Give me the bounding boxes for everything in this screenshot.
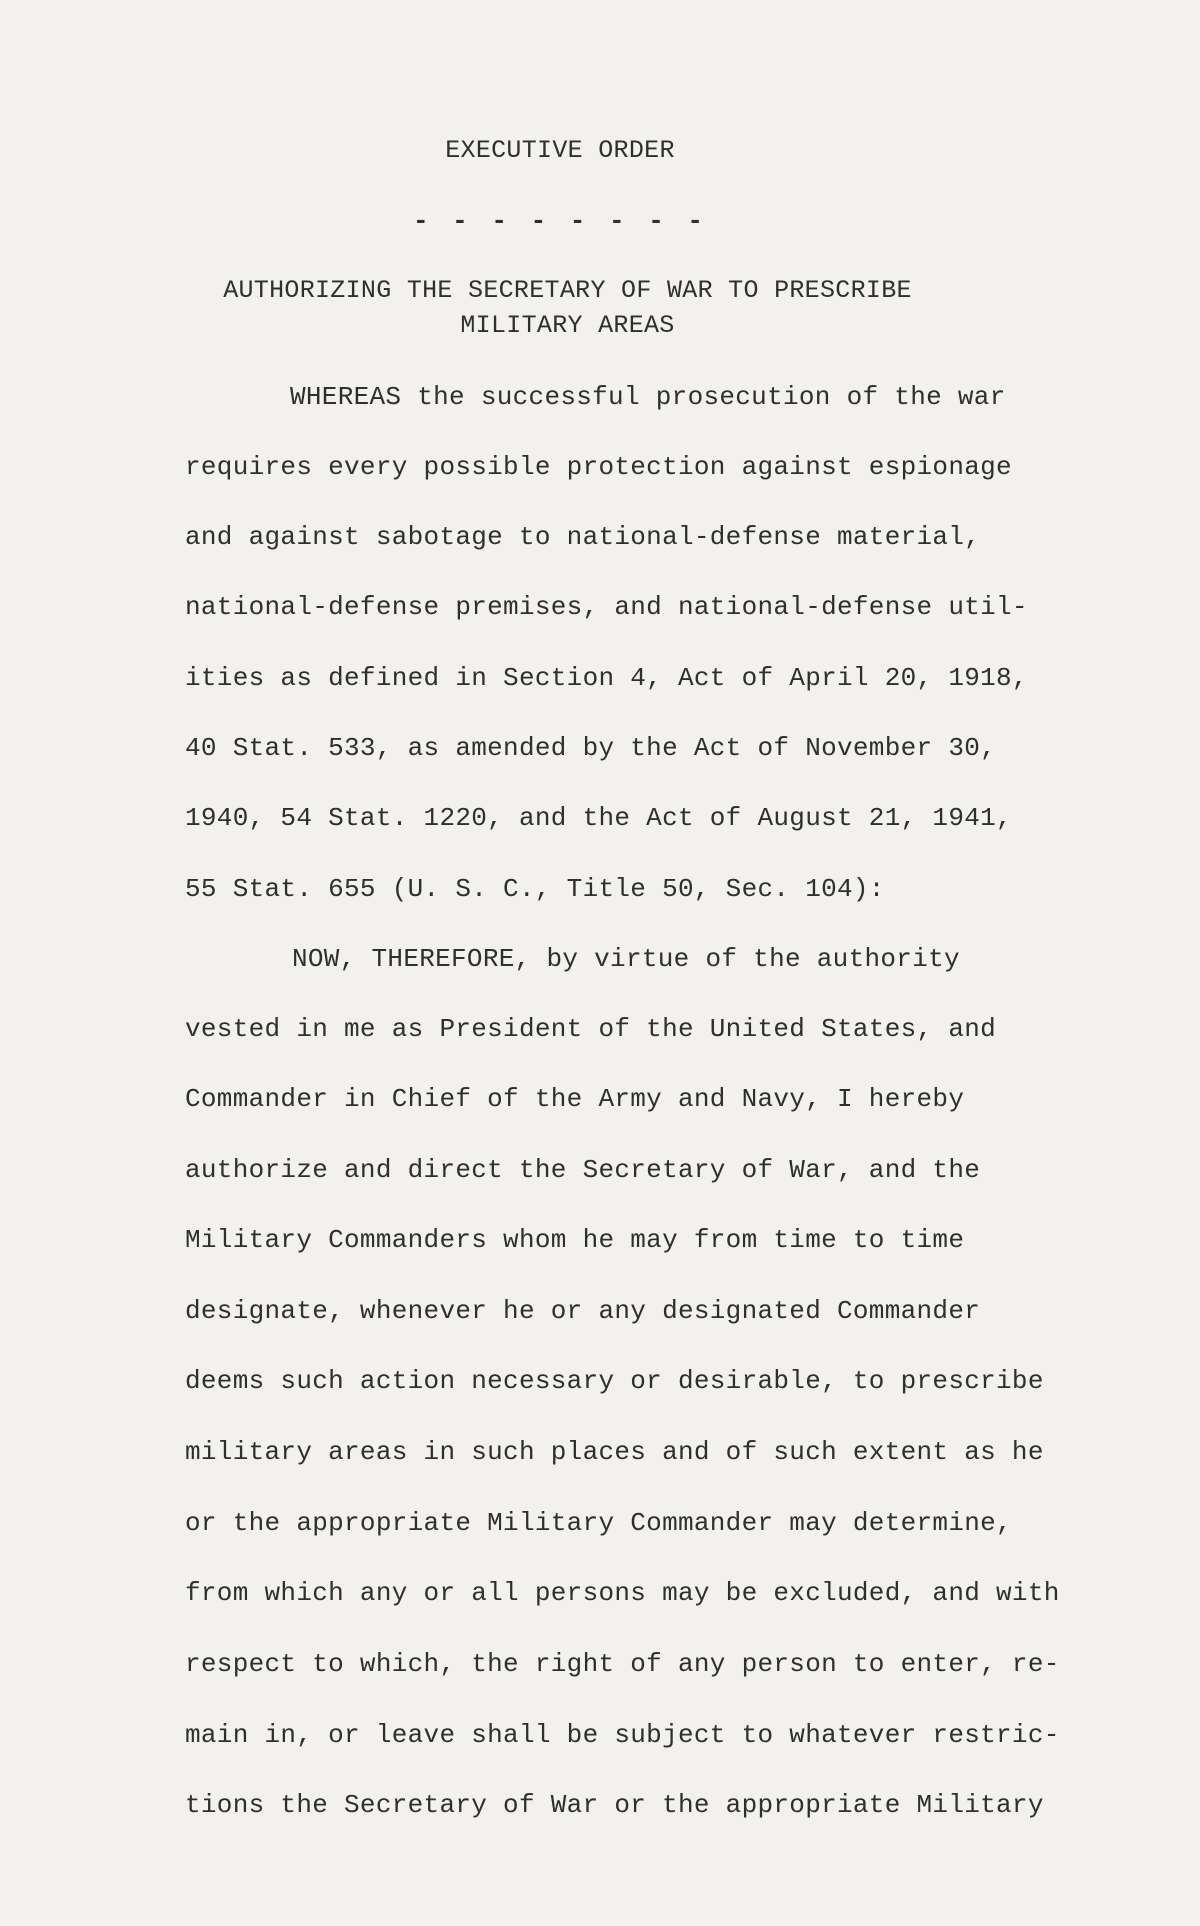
body-line: 55 Stat. 655 (U. S. C., Title 50, Sec. 104): bbox=[185, 874, 885, 904]
body-line: vested in me as President of the United States, and bbox=[185, 1014, 997, 1044]
body-line: WHEREAS the successful prosecution of the war bbox=[290, 382, 1006, 412]
body-line: main in, or leave shall be subject to whatever restric- bbox=[185, 1720, 1060, 1750]
title-separator: - - - - - - - - bbox=[412, 206, 708, 236]
body-line: Military Commanders whom he may from time to time bbox=[185, 1225, 965, 1255]
subtitle-line: AUTHORIZING THE SECRETARY OF WAR TO PRESCRIBE bbox=[223, 276, 912, 305]
body-line: and against sabotage to national-defense material, bbox=[185, 522, 981, 552]
body-line: ities as defined in Section 4, Act of April 20, 1918, bbox=[185, 663, 1028, 693]
body-line: designate, whenever he or any designated Commander bbox=[185, 1296, 981, 1326]
body-line: or the appropriate Military Commander may determine, bbox=[185, 1508, 1012, 1538]
body-line: deems such action necessary or desirable, to prescribe bbox=[185, 1366, 1044, 1396]
body-line: tions the Secretary of War or the appropriate Military bbox=[185, 1790, 1044, 1820]
body-line: respect to which, the right of any person to enter, re- bbox=[185, 1649, 1060, 1679]
body-line: NOW, THEREFORE, by virtue of the authority bbox=[292, 944, 960, 974]
body-line: authorize and direct the Secretary of War, and the bbox=[185, 1155, 981, 1185]
body-line: 40 Stat. 533, as amended by the Act of November 30, bbox=[185, 733, 997, 763]
body-line: Commander in Chief of the Army and Navy, I hereby bbox=[185, 1084, 965, 1114]
body-line: 1940, 54 Stat. 1220, and the Act of August 21, 1941, bbox=[185, 803, 1012, 833]
body-line: military areas in such places and of such extent as he bbox=[185, 1437, 1044, 1467]
subtitle-line: MILITARY AREAS bbox=[460, 311, 675, 340]
body-line: requires every possible protection against espionage bbox=[185, 452, 1012, 482]
document-title: EXECUTIVE ORDER bbox=[445, 136, 675, 165]
body-line: national-defense premises, and national-defense util- bbox=[185, 592, 1028, 622]
body-line: from which any or all persons may be excluded, and with bbox=[185, 1578, 1060, 1608]
